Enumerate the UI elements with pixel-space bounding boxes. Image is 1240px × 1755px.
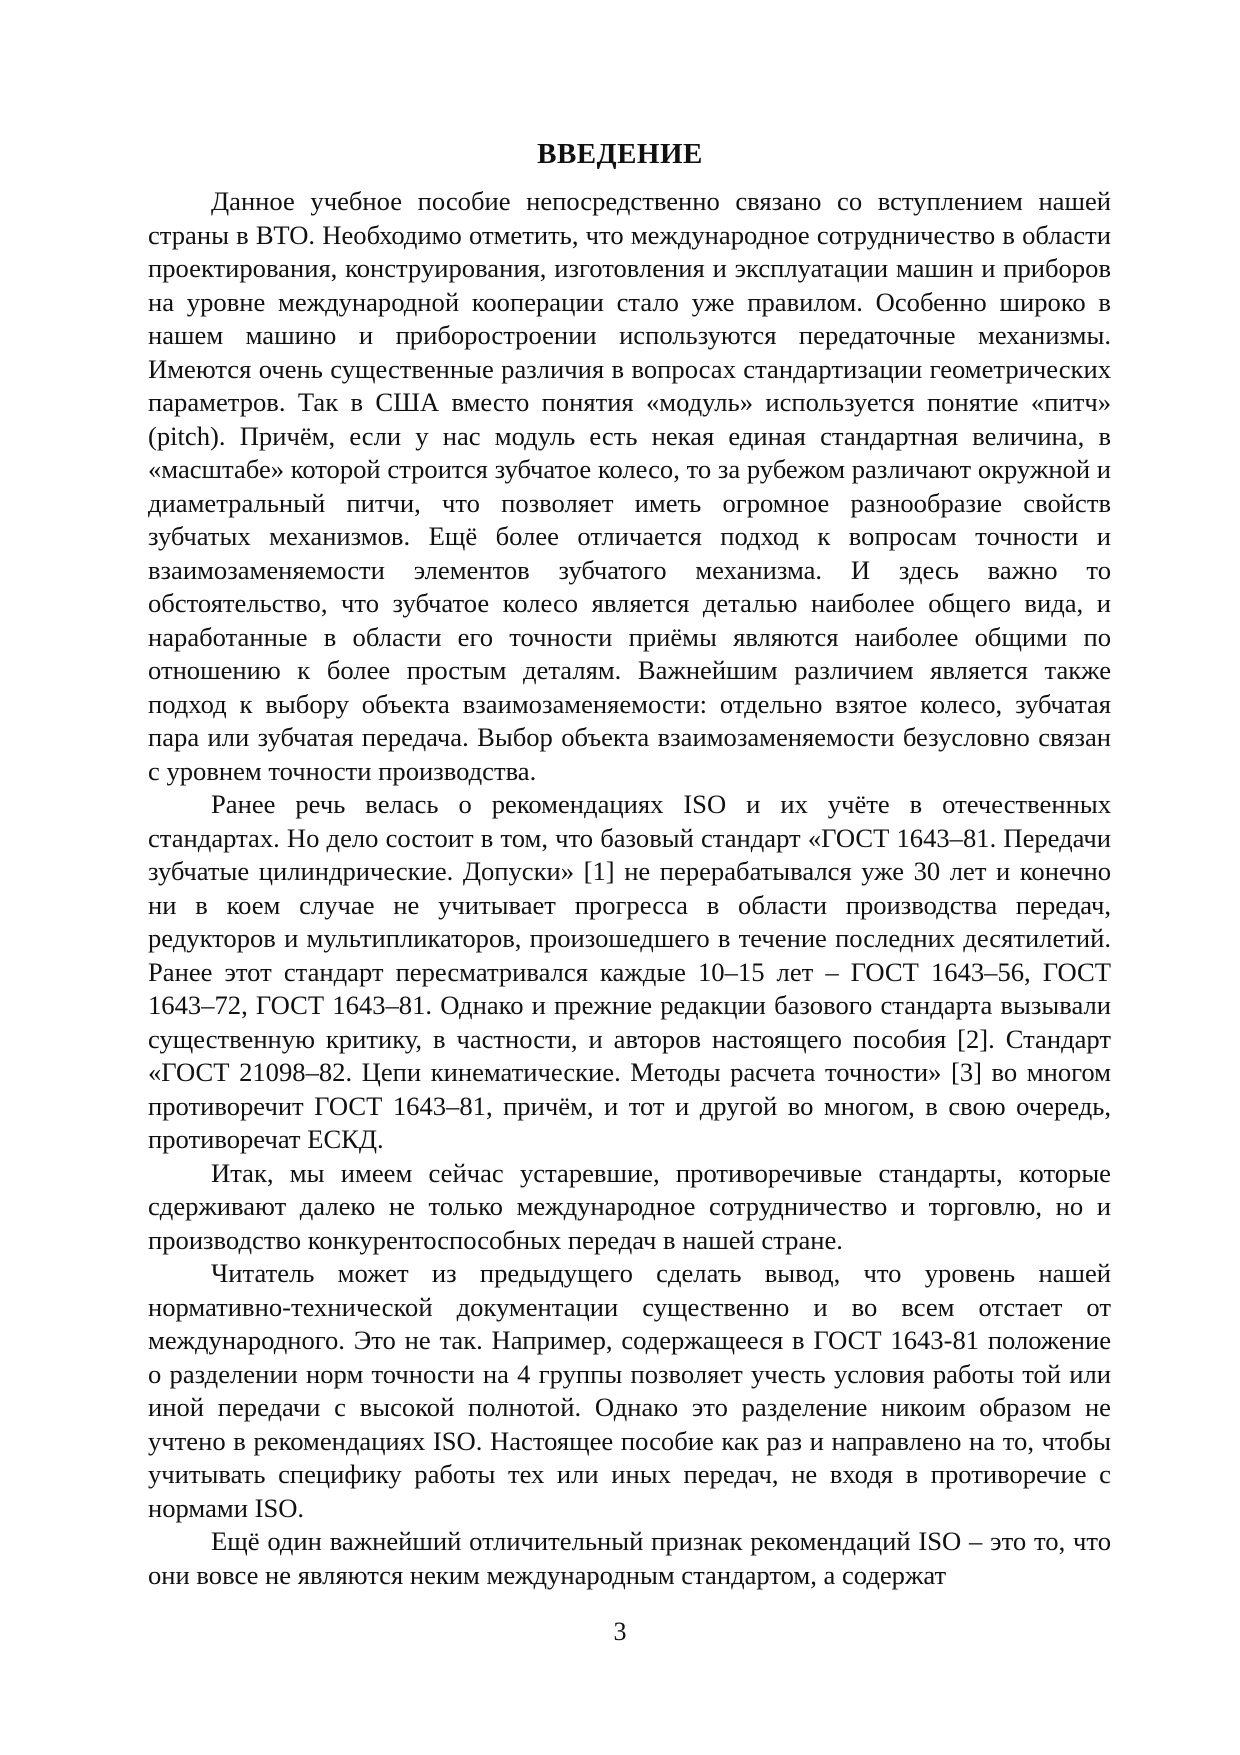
paragraph-4: Читатель может из предыдущего сделать вывод, что уровень нашей нормативно-технической документации существенно и во всем отстает от международного. Это не так. Например, содержащееся в ГОСТ 1643-81 положение о разделении норм точности на 4 группы позволяет учесть условия работы той или иной передачи с высокой полнотой. Однако это разделение никоим образом не учтено в рекомендациях ISO. Настоящее пособие как раз и направлено на то, чтобы учитывать специфику работы тех или иных передач, не входя в противоречие с нормами ISO.	[148, 1258, 1111, 1523]
page-number: 3	[613, 1617, 627, 1646]
paragraph-5: Ещё один важнейший отличительный признак рекомендаций ISO – это то, что они вовсе не являются неким международным стандартом, а содержат	[148, 1526, 1111, 1590]
body-text	[148, 185, 1111, 1592]
paragraph-2: Ранее речь велась о рекомендациях ISO и их учёте в отечественных стандартах. Но дело состоит в том, что базовый стандарт «ГОСТ 1643–81. Передачи зубчатые цилиндрические. Допуски» [1] не перерабатывался уже 30 лет и конечно ни в коем случае не учитывает прогресса в области производства передач, редукторов и мультипликаторов, произошедшего в течение последних десятилетий. Ранее этот стандарт пересматривался каждые 10–15 лет – ГОСТ 1643–56, ГОСТ 1643–72, ГОСТ 1643–81. Однако и прежние редакции базового стандарта вызывали существенную критику, в частности, и авторов настоящего пособия [2]. Стандарт «ГОСТ 21098–82. Цепи кинематические. Методы расчета точности» [3] во многом противоречит ГОСТ 1643–81, причём, и тот и другой во многом, в свою очередь, противоречат ЕСКД.	[148, 789, 1111, 1154]
paragraph-1: Данное учебное пособие непосредственно связано со вступлением нашей страны в ВТО. Необходимо отметить, что международное сотрудничество в области проектирования, конструирования, изготовления и эксплуатации машин и приборов на уровне международной кооперации стало уже правилом. Особенно широко в нашем машино и приборостроении используются передаточные механизмы. Имеются очень существенные различия в вопросах стандартизации геометрических параметров. Так в США вместо понятия «модуль» используется понятие «питч» (pitch). Причём, если у нас модуль есть некая единая стандартная величина, в «масштабе» которой строится зубчатое колесо, то за рубежом различают окружной и диаметральный питчи, что позволяет иметь огромное разнообразие свойств зубчатых механизмов. Ещё более отличается подход к вопросам точности и взаимозаменяемости элементов зубчатого механизма. И здесь важно то обстоятельство, что зубчатое колесо является деталью наиболее общего вида, и наработанные в области его точности приёмы являются наиболее общими по отношению к более простым деталям. Важнейшим различием является также подход к выбору объекта взаимозаменяемости: отдельно взятое колесо, зубчатая пара или зубчатая передача. Выбор объекта взаимозаменяемости безусловно связан с уровнем точности производства.	[148, 186, 1111, 786]
paragraph-3: Итак, мы имеем сейчас устаревшие, противоречивые стандарты, которые сдерживают далеко не только международное сотрудничество и торговлю, но и производство конкурентоспособных передач в нашей стране.	[148, 1157, 1111, 1255]
page-title: ВВЕДЕНИЕ	[537, 138, 703, 171]
